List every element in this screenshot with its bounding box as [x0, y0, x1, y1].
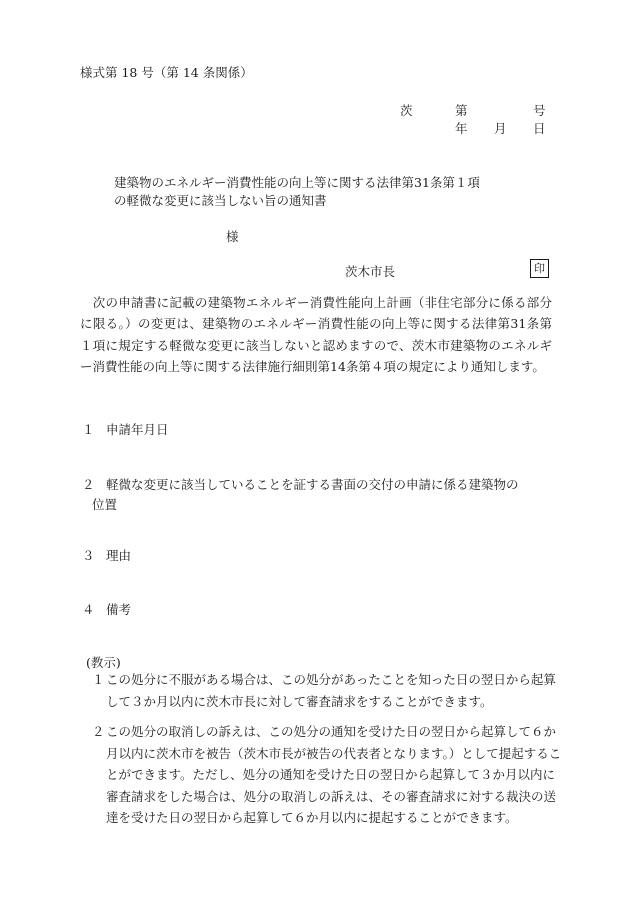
date-day: 日: [533, 121, 546, 136]
reference-prefix: 茨: [400, 103, 413, 118]
form-number: 様式第 18 号（第 14 条関係）: [80, 65, 253, 80]
notice-item-1-text: この処分に不服がある場合は、この処分があったことを知った日の翌日から起算して３か月以内に茨木市長に対して審査請求をすることができます。: [106, 672, 556, 709]
item-3-label: 理由: [106, 548, 132, 563]
notice-heading: (教示): [86, 655, 121, 670]
notice-item-2: [92, 721, 566, 829]
notice-item-2-text: この処分の取消しの訴えは、この処分の通知を受けた日の翌日から起算して６か月以内に茨木市を被告（茨木市長が被告の代表者となります。）として提起することができます。ただし、処分の通知を受けた日の翌日から起算して３か月以内に審査請求をした場合は、処分の取消しの訴えは、その審査請求に対する裁決の送達を受けた日の翌日から起算して６か月以内に提起することができます。: [106, 724, 562, 825]
reference-go: 号: [533, 103, 546, 118]
date-year: 年: [455, 121, 468, 136]
addressee-suffix: 様: [226, 229, 239, 244]
item-1-label: 申請年月日: [106, 422, 169, 437]
body-text: 次の申請書に記載の建築物エネルギー消費性能向上計画（非住宅部分に係る部分に限る。）の変更は、建築物のエネルギー消費性能の向上等に関する法律第31条第１項に規定する軽微な変更に該当しないと認めますので、茨木市建築物のエネルギー消費性能の向上等に関する法律施行細則第14条第４項の規定により通知します。: [80, 295, 552, 375]
notice-item-2-number: ２: [92, 724, 105, 739]
item-1-number: １: [82, 422, 95, 437]
item-2-number: ２: [82, 477, 95, 492]
item-4-label: 備考: [106, 602, 132, 617]
document-title-line-1: 建築物のエネルギー消費性能の向上等に関する法律第31条第１項: [114, 175, 480, 190]
item-4-number: ４: [82, 602, 95, 617]
notice-item-1-number: １: [92, 672, 105, 687]
notice-item-1: [92, 669, 566, 712]
seal-mark: 印: [530, 259, 549, 278]
item-2-label: 軽微な変更に該当していることを証する書面の交付の申請に係る建築物の: [106, 477, 519, 492]
item-2-label-continued: 位置: [92, 497, 118, 512]
issuer-name: 茨木市長: [345, 264, 396, 279]
document-title-line-2: の軽微な変更に該当しない旨の通知書: [114, 193, 327, 208]
reference-dai: 第: [455, 103, 468, 118]
item-3-number: ３: [82, 548, 95, 563]
date-month: 月: [494, 121, 507, 136]
